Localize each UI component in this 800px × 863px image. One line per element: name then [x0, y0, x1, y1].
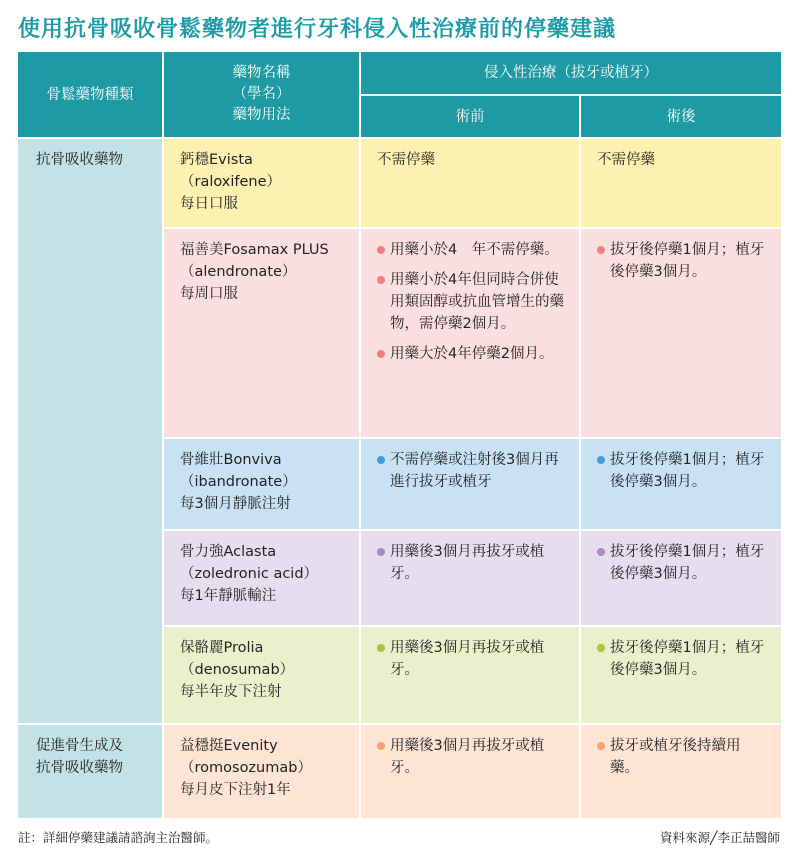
bullet-dot-icon [377, 350, 385, 358]
header-before [360, 95, 580, 138]
bullet-dot-icon [597, 644, 605, 652]
header-drug-usage: 藥物用法 [232, 107, 291, 123]
after-cell-bonviva [580, 438, 782, 530]
before-text: 用藥後3個月再拔牙或植牙。 [390, 640, 545, 678]
after-text: 拔牙後停藥1個月；植牙後停藥3個月。 [610, 640, 765, 678]
drug-usage: 每日口服 [180, 196, 238, 212]
before-cell-fosamax [360, 228, 580, 438]
header-category [17, 51, 163, 138]
list-item [597, 541, 769, 585]
drug-cell-aclasta [163, 530, 360, 626]
before-cell-prolia [360, 626, 580, 724]
category-anabolic-label-2: 抗骨吸收藥物 [36, 760, 123, 776]
list-item [377, 269, 567, 335]
list-item [597, 637, 769, 681]
before-text: 不需停藥 [377, 152, 435, 168]
drug-name: 保骼麗Prolia [180, 640, 264, 656]
list-item [597, 239, 769, 283]
after-text: 不需停藥 [597, 152, 655, 168]
drug-cell-evenity [163, 724, 360, 819]
after-cell-fosamax [580, 228, 782, 438]
drug-generic: （denosumab） [180, 662, 295, 678]
header-drug [163, 51, 360, 138]
drug-generic: （romosozumab） [180, 760, 312, 776]
drug-generic: （zoledronic acid） [180, 566, 319, 582]
source-credit: 資料來源╱李正喆醫師 [659, 830, 780, 845]
list-item [597, 735, 769, 779]
bullet-dot-icon [377, 548, 385, 556]
bullet-dot-icon [377, 742, 385, 750]
before-cell-evista [360, 138, 580, 228]
header-drug-name: 藥物名稱 [232, 65, 291, 81]
before-text: 用藥小於4 年不需停藥。 [390, 242, 559, 258]
after-cell-prolia [580, 626, 782, 724]
drug-cell-bonviva [163, 438, 360, 530]
header-after-label: 術後 [666, 108, 696, 125]
list-item [377, 735, 567, 779]
drug-generic: （ibandronate） [180, 474, 297, 490]
after-text: 拔牙後停藥1個月；植牙後停藥3個月。 [610, 452, 765, 490]
bullet-dot-icon [377, 644, 385, 652]
header-after [580, 95, 782, 138]
bullet-dot-icon [377, 246, 385, 254]
list-item [377, 239, 567, 261]
page-title: 使用抗骨吸收骨鬆藥物者進行牙科侵入性治療前的停藥建議 [18, 17, 617, 42]
header-drug-generic: （學名） [232, 86, 291, 102]
after-cell-aclasta [580, 530, 782, 626]
drug-generic: （alendronate） [180, 264, 297, 280]
after-cell-evenity [580, 724, 782, 819]
list-item [377, 343, 567, 365]
before-text: 用藥小於4年但同時合併使用類固醇或抗血管增生的藥物，需停藥2個月。 [390, 272, 564, 332]
header-before-label: 術前 [455, 108, 485, 125]
category-antiresorptive-label: 抗骨吸收藥物 [36, 152, 123, 168]
drug-usage: 每1年靜脈輸注 [180, 588, 277, 604]
category-antiresorptive [17, 138, 163, 724]
after-cell-evista [580, 138, 782, 228]
after-text: 拔牙後停藥1個月；植牙後停藥3個月。 [610, 242, 765, 280]
drug-name: 鈣穩Evista [180, 152, 253, 168]
drug-name: 益穩挺Evenity [180, 738, 278, 754]
bullet-dot-icon [597, 548, 605, 556]
after-text: 拔牙或植牙後持續用藥。 [610, 738, 741, 776]
list-item [377, 637, 567, 681]
bullet-dot-icon [377, 456, 385, 464]
drug-table [16, 50, 783, 820]
after-text: 拔牙後停藥1個月；植牙後停藥3個月。 [610, 544, 765, 582]
drug-usage: 每3個月靜脈注射 [180, 496, 291, 512]
category-anabolic [17, 724, 163, 819]
bullet-dot-icon [377, 276, 385, 284]
drug-cell-fosamax [163, 228, 360, 438]
list-item [377, 541, 567, 585]
drug-usage: 每周口服 [180, 286, 238, 302]
list-item [377, 449, 567, 493]
before-text: 用藥後3個月再拔牙或植牙。 [390, 738, 545, 776]
before-text: 用藥大於4年停藥2個月。 [390, 346, 554, 362]
before-cell-aclasta [360, 530, 580, 626]
before-cell-bonviva [360, 438, 580, 530]
before-text: 用藥後3個月再拔牙或植牙。 [390, 544, 545, 582]
drug-usage: 每半年皮下注射 [180, 684, 282, 700]
before-text: 不需停藥或注射後3個月再進行拔牙或植牙 [390, 452, 559, 490]
drug-cell-prolia [163, 626, 360, 724]
bullet-dot-icon [597, 246, 605, 254]
bullet-dot-icon [597, 456, 605, 464]
bullet-dot-icon [597, 742, 605, 750]
footnote: 註：詳細停藥建議請諮詢主治醫師。 [18, 830, 219, 845]
drug-cell-evista [163, 138, 360, 228]
drug-name: 福善美Fosamax PLUS [180, 242, 329, 258]
header-category-label: 骨鬆藥物種類 [46, 86, 134, 103]
header-invasive [360, 51, 782, 95]
drug-name: 骨維壯Bonviva [180, 452, 282, 468]
before-cell-evenity [360, 724, 580, 819]
drug-name: 骨力強Aclasta [180, 544, 277, 560]
drug-usage: 每月皮下注射1年 [180, 782, 291, 798]
list-item [597, 449, 769, 493]
header-invasive-label: 侵入性治療（拔牙或植牙） [484, 65, 658, 81]
drug-generic: （raloxifene） [180, 174, 282, 190]
category-anabolic-label-1: 促進骨生成及 [36, 738, 123, 754]
